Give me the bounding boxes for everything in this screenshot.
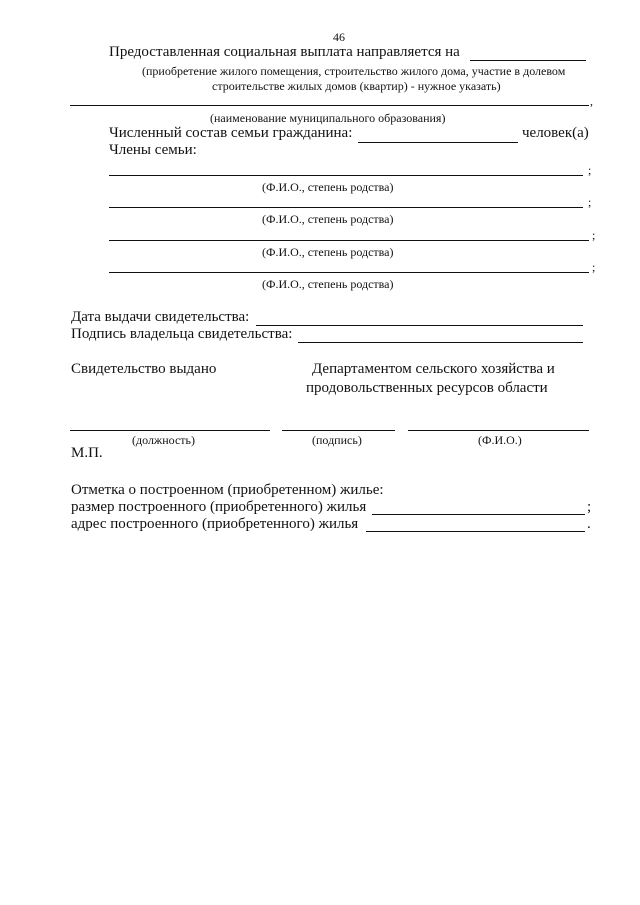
family-member-line-end: ; <box>588 163 592 177</box>
signature-field[interactable] <box>282 430 395 431</box>
housing-address-end: . <box>587 516 591 532</box>
issued-by-line-1: Департаментом сельского хозяйства и <box>312 361 555 377</box>
family-count-unit: человек(а) <box>522 125 589 141</box>
family-member-field[interactable] <box>109 240 589 241</box>
payment-direction-field[interactable] <box>470 60 586 61</box>
municipality-field[interactable] <box>70 105 589 106</box>
payment-direction-hint-2: строительстве жилых домов (квартир) - нужное указать) <box>212 79 501 93</box>
family-member-caption: (Ф.И.О., степень родства) <box>262 212 394 226</box>
municipality-end-mark: , <box>590 94 593 108</box>
family-member-line-end: ; <box>588 195 592 209</box>
family-members-label: Члены семьи: <box>109 142 197 158</box>
position-caption: (должность) <box>132 433 195 447</box>
payment-direction-hint-1: (приобретение жилого помещения, строительство жилого дома, участие в долевом <box>142 64 566 78</box>
family-member-line-end: ; <box>592 260 596 274</box>
housing-size-end: ; <box>587 499 592 515</box>
position-field[interactable] <box>70 430 270 431</box>
issued-by-line-2: продовольственных ресурсов области <box>306 380 548 396</box>
family-member-caption: (Ф.И.О., степень родства) <box>262 245 394 259</box>
family-count-field[interactable] <box>358 142 518 143</box>
family-member-field[interactable] <box>109 175 583 176</box>
owner-signature-label: Подпись владельца свидетельства: <box>71 326 293 342</box>
family-count-label: Численный состав семьи гражданина: <box>109 125 353 141</box>
owner-signature-field[interactable] <box>298 342 583 343</box>
municipality-caption: (наименование муниципального образования) <box>210 111 446 125</box>
full-name-field[interactable] <box>408 430 589 431</box>
housing-title: Отметка о построенном (приобретенном) жилье: <box>71 482 384 498</box>
family-member-caption: (Ф.И.О., степень родства) <box>262 180 394 194</box>
housing-size-label: размер построенного (приобретенного) жилья <box>71 499 367 515</box>
signature-caption: (подпись) <box>312 433 362 447</box>
family-member-line-end: ; <box>592 228 596 242</box>
seal-mark: М.П. <box>71 445 103 461</box>
housing-address-label: адрес построенного (приобретенного) жилья <box>71 516 359 532</box>
page-number: 46 <box>333 30 345 44</box>
housing-address-field[interactable] <box>366 531 585 532</box>
housing-size-field[interactable] <box>372 514 585 515</box>
family-member-field[interactable] <box>109 207 583 208</box>
payment-direction-label: Предоставленная социальная выплата направляется на <box>109 44 460 60</box>
issue-date-field[interactable] <box>256 325 583 326</box>
family-member-caption: (Ф.И.О., степень родства) <box>262 277 394 291</box>
issue-date-label: Дата выдачи свидетельства: <box>71 309 250 325</box>
issued-label: Свидетельство выдано <box>71 361 217 377</box>
family-member-field[interactable] <box>109 272 589 273</box>
full-name-caption: (Ф.И.О.) <box>478 433 522 447</box>
